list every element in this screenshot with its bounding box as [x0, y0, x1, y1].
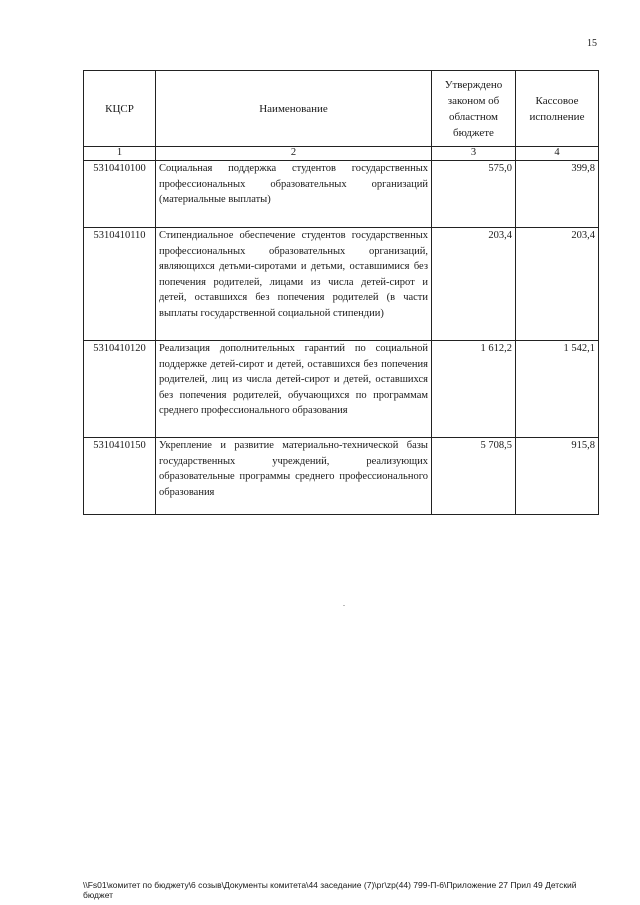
- approved-amount: 203,4: [432, 228, 516, 341]
- cash-amount: 1 542,1: [516, 341, 599, 438]
- header-cash-execution: Кассовое исполнение: [516, 71, 599, 147]
- kcsr-code: 5310410110: [84, 228, 156, 341]
- column-number: 4: [516, 147, 599, 161]
- column-number: 2: [156, 147, 432, 161]
- column-number: 1: [84, 147, 156, 161]
- item-name: Стипендиальное обеспечение студентов государственных профессиональных образовательных организаций, являющихся детьми-сиротами и детьми, оставшимися без попечения родителей, лицами из числа детей-сирот и детей, оставшихся без попечения родителей (в части выплаты государственной социальной стипендии): [156, 228, 432, 341]
- table-row: [84, 341, 599, 438]
- cash-amount: 399,8: [516, 161, 599, 228]
- header-kcsr: КЦСР: [84, 71, 156, 147]
- table-row: [84, 438, 599, 515]
- approved-amount: 1 612,2: [432, 341, 516, 438]
- approved-amount: 575,0: [432, 161, 516, 228]
- column-number: 3: [432, 147, 516, 161]
- page-number: 15: [587, 38, 597, 49]
- kcsr-code: 5310410150: [84, 438, 156, 515]
- approved-amount: 5 708,5: [432, 438, 516, 515]
- header-approved: Утверждено законом об областном бюджете: [432, 71, 516, 147]
- header-name: Наименование: [156, 71, 432, 147]
- kcsr-code: 5310410100: [84, 161, 156, 228]
- footer-file-path: \\Fs01\комитет по бюджету\6 созыв\Документы комитета\44 заседание (7)\рг\zp(44) 799-П-6\Приложение 27 Прил 49 Детский бюджет: [83, 880, 577, 900]
- scan-speck: [343, 605, 345, 606]
- column-number-row: [84, 147, 599, 161]
- item-name: Реализация дополнительных гарантий по социальной поддержке детей-сирот и детей, оставшихся без попечения родителей, лиц из числа детей-сирот и детей, оставшихся без попечения родителей, обучающихся по программам среднего профессионального образования: [156, 341, 432, 438]
- table-row: [84, 161, 599, 228]
- cash-amount: 915,8: [516, 438, 599, 515]
- item-name: Социальная поддержка студентов государственных профессиональных образовательных организаций (материальные выплаты): [156, 161, 432, 228]
- budget-table: [83, 70, 599, 515]
- table-row: [84, 228, 599, 341]
- item-name: Укрепление и развитие материально-технической базы государственных учреждений, реализующих образовательные программы среднего профессионального образования: [156, 438, 432, 515]
- kcsr-code: 5310410120: [84, 341, 156, 438]
- table-header-row: [84, 71, 599, 147]
- cash-amount: 203,4: [516, 228, 599, 341]
